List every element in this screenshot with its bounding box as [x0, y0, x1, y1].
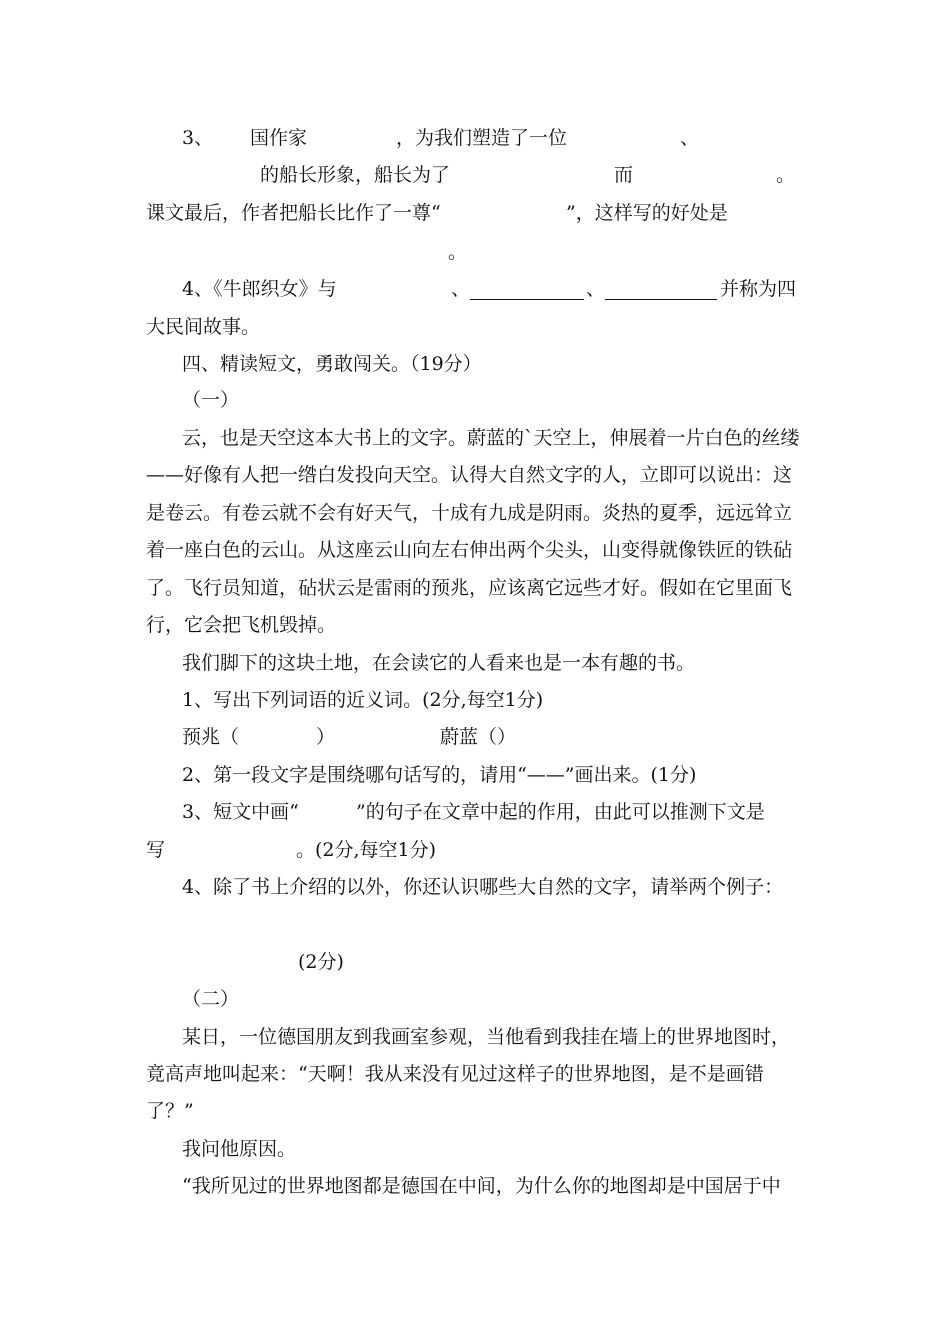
passage2-line: 我问他原因。 [182, 1138, 297, 1160]
q3-text: ，为我们塑造了一位 [396, 127, 568, 149]
q3-text: 国作家 [250, 127, 308, 149]
passage2-label: （二） [182, 988, 240, 1010]
question-1: 1、写出下列词语的近义词。(2分,每空1分) [182, 689, 544, 711]
synonym-prompt: 预兆（ [182, 726, 240, 748]
q3-text: ”，这样写的好处是 [566, 202, 728, 224]
q3-text: 。 [776, 164, 796, 186]
question-3: 3、短文中画“ ”的句子在文章中起的作用，由此可以推测下文是 [182, 801, 765, 823]
q3-text: 。 [448, 241, 468, 263]
answer-blank[interactable] [470, 299, 584, 300]
q3-text: 而 [614, 164, 634, 186]
q3-line4 [146, 238, 796, 266]
passage2-line: 竟高声地叫起来：“天啊！我从来没有见过这样子的世界地图，是不是画错 [146, 1063, 764, 1085]
passage1-label: （一） [182, 389, 240, 411]
question-1-blanks [146, 723, 796, 751]
q3-line2 [146, 161, 796, 189]
q4-text: 、 [586, 278, 606, 300]
passage1-line: 了。飞行员知道，砧状云是雷雨的预兆，应该离它远些才好。假如在它里面飞 [146, 577, 793, 599]
passage1-line: 着一座白色的云山。从这座云山向左右伸出两个尖头，山变得就像铁匠的铁砧 [146, 539, 793, 561]
q3-text: 、 [680, 127, 700, 149]
q4-line1 [146, 275, 796, 303]
question-4-score: (2分) [298, 951, 344, 973]
q3-text: 的船长形象，船长为了 [260, 164, 451, 186]
passage2-line: 某日，一位德国朋友到我画室参观，当他看到我挂在墙上的世界地图时， [182, 1026, 791, 1048]
passage1-line: 是卷云。有卷云就不会有好天气，十成有九成是阴雨。炎热的夏季，远远耸立 [146, 502, 793, 524]
passage2-line: 了？” [146, 1100, 194, 1122]
q4-text: 、 [451, 278, 471, 300]
passage1-line: 云，也是天空这本大书上的文字。蔚蓝的`天空上，伸展着一片白色的丝缕 [182, 427, 800, 449]
q3-number: 3、 [182, 127, 214, 149]
question-2: 2、第一段文字是围绕哪句话写的，请用“——”画出来。(1分) [182, 764, 697, 786]
passage1-line: 行，它会把飞机毁掉。 [146, 614, 337, 636]
question-4: 4、除了书上介绍的以外，你还认识哪些大自然的文字，请举两个例子： [182, 876, 784, 898]
passage2-line: “我所见过的世界地图都是德国在中间，为什么你的地图却是中国居于中 [182, 1175, 781, 1197]
answer-blank[interactable] [605, 299, 717, 300]
passage1-line: 我们脚下的这块土地，在会读它的人看来也是一本有趣的书。 [182, 652, 696, 674]
synonym-prompt: 蔚蓝（） [440, 726, 517, 748]
q4-text: 4、《牛郎织女》与 [182, 278, 337, 300]
q3-line3 [146, 199, 796, 227]
section-heading: 四、精读短文，勇敢闯关。（19分） [182, 353, 482, 375]
q3-text: 课文最后，作者把船长比作了一尊“ [146, 202, 441, 224]
passage1-line: ——好像有人把一绺白发投向天空。认得大自然文字的人，立即可以说出：这 [146, 464, 793, 486]
question-3-line2: 写 。(2分,每空1分) [146, 839, 437, 861]
q4-line2 [146, 313, 796, 341]
q4-text: 大民间故事。 [146, 316, 261, 338]
q3-line1 [146, 124, 796, 152]
q4-text: 并称为四 [720, 278, 797, 300]
synonym-prompt: ） [316, 726, 336, 748]
